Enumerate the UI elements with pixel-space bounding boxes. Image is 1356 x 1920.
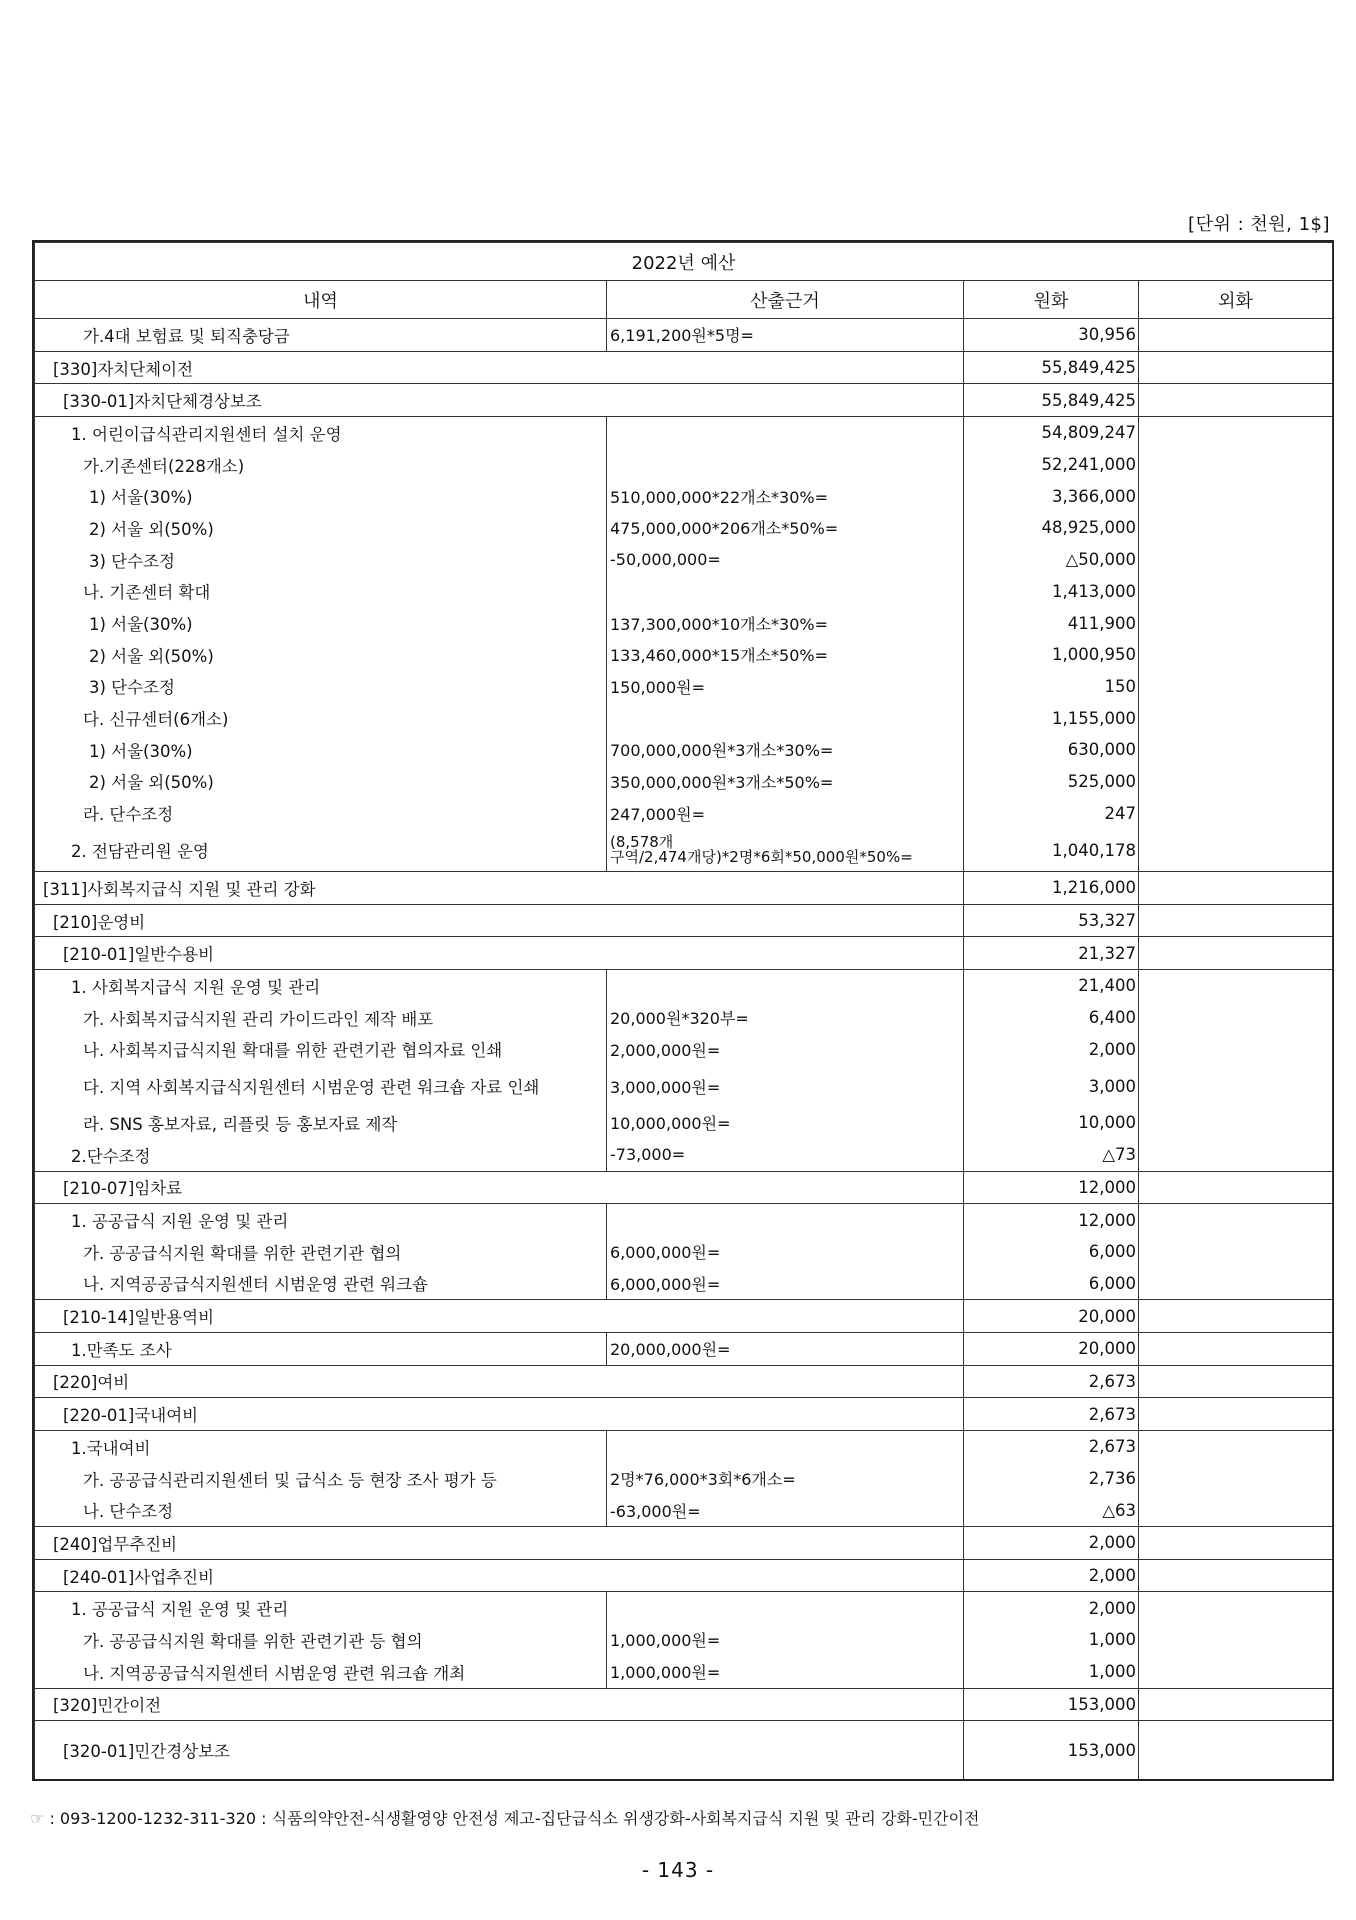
row-item: 1.국내여비 (35, 1431, 607, 1463)
table-row (35, 1559, 1333, 1592)
table-row (35, 1721, 1333, 1780)
row-fx (1139, 576, 1333, 608)
table-row (35, 1065, 1333, 1107)
row-item: 나. 사회복지급식지원 확대를 위한 관련기관 협의자료 인쇄 (35, 1033, 607, 1065)
row-basis-line1: (8,578개 (610, 833, 674, 851)
row-item: 2. 전담관리원 운영 (35, 829, 607, 872)
year-header: 2022년 예산 (35, 243, 1333, 281)
row-krw: 1,413,000 (964, 576, 1139, 608)
row-fx (1139, 1300, 1333, 1333)
row-fx (1139, 1332, 1333, 1365)
table-row (35, 480, 1333, 512)
row-basis (607, 1204, 964, 1236)
row-item: [330-01]자치단체경상보조 (35, 384, 964, 417)
row-krw: △63 (964, 1494, 1139, 1526)
row-fx (1139, 734, 1333, 766)
row-basis: 20,000,000원= (607, 1332, 964, 1365)
row-item: [220-01]국내여비 (35, 1398, 964, 1431)
table-row (35, 766, 1333, 798)
row-item: 나. 단수조정 (35, 1494, 607, 1526)
row-item: 1) 서울(30%) (35, 734, 607, 766)
table-row (35, 1398, 1333, 1431)
row-basis (607, 417, 964, 449)
row-item: 1. 어린이급식관리지원센터 설치 운영 (35, 417, 607, 449)
table-row (35, 702, 1333, 734)
row-krw: 20,000 (964, 1300, 1139, 1333)
row-item: [320]민간이전 (35, 1688, 964, 1721)
row-fx (1139, 384, 1333, 417)
row-krw: 6,400 (964, 1002, 1139, 1034)
row-fx (1139, 1527, 1333, 1560)
table-row (35, 1624, 1333, 1656)
table-row (35, 734, 1333, 766)
row-krw: 247 (964, 797, 1139, 829)
row-fx (1139, 671, 1333, 703)
row-krw: 1,000 (964, 1656, 1139, 1688)
row-item: 나. 지역공공급식지원센터 시범운영 관련 워크숍 개최 (35, 1656, 607, 1688)
row-krw: 3,000 (964, 1065, 1139, 1107)
row-item: [240]업무추진비 (35, 1527, 964, 1560)
table-row (35, 671, 1333, 703)
row-krw: 6,000 (964, 1268, 1139, 1300)
row-fx (1139, 1002, 1333, 1034)
row-fx (1139, 829, 1333, 872)
page-number: - 143 - (641, 1858, 715, 1882)
row-krw: 2,000 (964, 1033, 1139, 1065)
row-basis: 510,000,000*22개소*30%= (607, 480, 964, 512)
table-row (35, 384, 1333, 417)
row-fx (1139, 1431, 1333, 1463)
row-item: [210]운영비 (35, 904, 964, 937)
row-fx (1139, 1559, 1333, 1592)
table-row (35, 1033, 1333, 1065)
row-item: 2.단수조정 (35, 1139, 607, 1171)
row-krw: 2,673 (964, 1398, 1139, 1431)
row-fx (1139, 970, 1333, 1002)
row-fx (1139, 937, 1333, 970)
table-row (35, 1365, 1333, 1398)
table-row (35, 1332, 1333, 1365)
table-row (35, 1300, 1333, 1333)
row-krw: 2,673 (964, 1365, 1139, 1398)
row-fx (1139, 639, 1333, 671)
row-krw: 153,000 (964, 1721, 1139, 1780)
row-fx (1139, 449, 1333, 481)
row-fx (1139, 1688, 1333, 1721)
row-fx (1139, 1463, 1333, 1495)
row-krw: 411,900 (964, 607, 1139, 639)
header-basis: 산출근거 (607, 281, 964, 319)
row-item: 라. 단수조정 (35, 797, 607, 829)
row-fx (1139, 1236, 1333, 1268)
row-fx (1139, 1656, 1333, 1688)
row-krw: 1,216,000 (964, 872, 1139, 905)
table-row (35, 639, 1333, 671)
unit-label: [단위 : 천원, 1$] (1188, 214, 1330, 235)
row-fx (1139, 319, 1333, 352)
row-item: 나. 지역공공급식지원센터 시범운영 관련 워크숍 (35, 1268, 607, 1300)
row-item: 2) 서울 외(50%) (35, 639, 607, 671)
row-basis (607, 970, 964, 1002)
row-basis (607, 449, 964, 481)
row-krw: 2,736 (964, 1463, 1139, 1495)
row-fx (1139, 1592, 1333, 1624)
row-basis: 150,000원= (607, 671, 964, 703)
row-basis: -63,000원= (607, 1494, 964, 1526)
table-row (35, 1139, 1333, 1171)
row-basis: 350,000,000원*3개소*50%= (607, 766, 964, 798)
table-row (35, 1431, 1333, 1463)
row-krw: 20,000 (964, 1332, 1139, 1365)
row-krw: 21,400 (964, 970, 1139, 1002)
table-row (35, 607, 1333, 639)
row-krw: 55,849,425 (964, 351, 1139, 384)
row-krw: 54,809,247 (964, 417, 1139, 449)
table-row (35, 417, 1333, 449)
row-basis: 6,000,000원= (607, 1236, 964, 1268)
row-basis: 20,000원*320부= (607, 1002, 964, 1034)
row-basis: 6,191,200원*5명= (607, 319, 964, 352)
row-basis: 3,000,000원= (607, 1065, 964, 1107)
row-fx (1139, 1065, 1333, 1107)
table-body (35, 319, 1333, 1780)
row-fx (1139, 1139, 1333, 1171)
table-row (35, 1171, 1333, 1204)
row-fx (1139, 417, 1333, 449)
row-krw: 2,673 (964, 1431, 1139, 1463)
row-fx (1139, 1721, 1333, 1780)
row-item: 라. SNS 홍보자료, 리플릿 등 홍보자료 제작 (35, 1107, 607, 1139)
row-krw: 1,000 (964, 1624, 1139, 1656)
row-krw: 2,000 (964, 1527, 1139, 1560)
header-krw: 원화 (964, 281, 1139, 319)
table-row (35, 544, 1333, 576)
row-fx (1139, 1033, 1333, 1065)
row-fx (1139, 872, 1333, 905)
row-fx (1139, 1365, 1333, 1398)
table-row (35, 829, 1333, 872)
table-row (35, 1236, 1333, 1268)
row-fx (1139, 480, 1333, 512)
table-row (35, 797, 1333, 829)
table-row (35, 512, 1333, 544)
row-fx (1139, 607, 1333, 639)
row-basis (607, 1431, 964, 1463)
row-krw: 630,000 (964, 734, 1139, 766)
row-krw: 10,000 (964, 1107, 1139, 1139)
row-item: 다. 지역 사회복지급식지원센터 시범운영 관련 워크숍 자료 인쇄 (35, 1065, 607, 1107)
row-basis: 2명*76,000*3회*6개소= (607, 1463, 964, 1495)
row-fx (1139, 1624, 1333, 1656)
row-krw: 150 (964, 671, 1139, 703)
row-krw: 12,000 (964, 1204, 1139, 1236)
row-basis: 700,000,000원*3개소*30%= (607, 734, 964, 766)
row-item: [240-01]사업추진비 (35, 1559, 964, 1592)
row-item: 가.4대 보험료 및 퇴직충당금 (35, 319, 607, 352)
row-item: 나. 기존센터 확대 (35, 576, 607, 608)
row-item: 다. 신규센터(6개소) (35, 702, 607, 734)
row-item: 1. 공공급식 지원 운영 및 관리 (35, 1592, 607, 1624)
row-krw: 21,327 (964, 937, 1139, 970)
row-item: 3) 단수조정 (35, 544, 607, 576)
table-row (35, 937, 1333, 970)
row-item: [330]자치단체이전 (35, 351, 964, 384)
row-item: 가.기존센터(228개소) (35, 449, 607, 481)
row-basis: 10,000,000원= (607, 1107, 964, 1139)
row-krw: 30,956 (964, 319, 1139, 352)
table-row (35, 1494, 1333, 1526)
row-basis: -50,000,000= (607, 544, 964, 576)
table-row (35, 1204, 1333, 1236)
table-row (35, 1268, 1333, 1300)
row-basis: 1,000,000원= (607, 1656, 964, 1688)
footnote-text: : 093-1200-1232-311-320 : 식품의약안전-식생활영양 안전성 제고-집단급식소 위생강화-사회복지급식 지원 및 관리 강화-민간이전 (49, 1809, 980, 1828)
row-basis: 247,000원= (607, 797, 964, 829)
table-row (35, 1656, 1333, 1688)
row-krw: 52,241,000 (964, 449, 1139, 481)
row-krw: 3,366,000 (964, 480, 1139, 512)
row-krw: 1,040,178 (964, 829, 1139, 872)
table-row (35, 1463, 1333, 1495)
table-row (35, 1002, 1333, 1034)
row-krw: 153,000 (964, 1688, 1139, 1721)
row-basis: 137,300,000*10개소*30%= (607, 607, 964, 639)
row-basis (607, 702, 964, 734)
row-basis: -73,000= (607, 1139, 964, 1171)
row-basis: 6,000,000원= (607, 1268, 964, 1300)
row-krw: 1,155,000 (964, 702, 1139, 734)
table-row (35, 351, 1333, 384)
row-item: 1) 서울(30%) (35, 607, 607, 639)
table-row (35, 576, 1333, 608)
table-row (35, 970, 1333, 1002)
row-item: 2) 서울 외(50%) (35, 766, 607, 798)
row-item: 가. 공공급식지원 확대를 위한 관련기관 등 협의 (35, 1624, 607, 1656)
row-item: 3) 단수조정 (35, 671, 607, 703)
row-fx (1139, 512, 1333, 544)
row-item: 1.만족도 조사 (35, 1332, 607, 1365)
budget-table (32, 240, 1334, 1781)
row-item: [210-07]임차료 (35, 1171, 964, 1204)
row-item: [311]사회복지급식 지원 및 관리 강화 (35, 872, 964, 905)
row-item: 가. 공공급식지원 확대를 위한 관련기관 협의 (35, 1236, 607, 1268)
row-fx (1139, 1171, 1333, 1204)
row-item: [320-01]민간경상보조 (35, 1721, 964, 1780)
row-item: 1. 사회복지급식 지원 운영 및 관리 (35, 970, 607, 1002)
header-item: 내역 (35, 281, 607, 319)
row-item: [210-14]일반용역비 (35, 1300, 964, 1333)
row-fx (1139, 1398, 1333, 1431)
table-row (35, 319, 1333, 352)
footnote (30, 1806, 979, 1829)
row-krw: 1,000,950 (964, 639, 1139, 671)
row-fx (1139, 1107, 1333, 1139)
row-item: 1. 공공급식 지원 운영 및 관리 (35, 1204, 607, 1236)
row-krw: 6,000 (964, 1236, 1139, 1268)
row-basis (607, 576, 964, 608)
row-item: 가. 사회복지급식지원 관리 가이드라인 제작 배포 (35, 1002, 607, 1034)
row-item: [210-01]일반수용비 (35, 937, 964, 970)
row-fx (1139, 702, 1333, 734)
row-basis: 475,000,000*206개소*50%= (607, 512, 964, 544)
row-item: 가. 공공급식관리지원센터 및 급식소 등 현장 조사 평가 등 (35, 1463, 607, 1495)
header-fx: 외화 (1139, 281, 1333, 319)
row-krw: △73 (964, 1139, 1139, 1171)
row-basis-line2: 구역/2,474개당)*2명*6회*50,000원*50%= (610, 848, 913, 866)
row-krw: 48,925,000 (964, 512, 1139, 544)
table-row (35, 449, 1333, 481)
table-row (35, 1107, 1333, 1139)
table-row (35, 872, 1333, 905)
row-fx (1139, 1204, 1333, 1236)
row-fx (1139, 904, 1333, 937)
row-krw: △50,000 (964, 544, 1139, 576)
row-item: [220]여비 (35, 1365, 964, 1398)
row-fx (1139, 797, 1333, 829)
row-basis (607, 1592, 964, 1624)
row-item: 1) 서울(30%) (35, 480, 607, 512)
table-row (35, 904, 1333, 937)
row-krw: 2,000 (964, 1592, 1139, 1624)
row-krw: 525,000 (964, 766, 1139, 798)
table-row (35, 1592, 1333, 1624)
row-basis (607, 829, 964, 872)
row-krw: 12,000 (964, 1171, 1139, 1204)
table-row (35, 1527, 1333, 1560)
row-basis: 2,000,000원= (607, 1033, 964, 1065)
row-fx (1139, 1494, 1333, 1526)
row-fx (1139, 544, 1333, 576)
row-krw: 55,849,425 (964, 384, 1139, 417)
row-basis: 1,000,000원= (607, 1624, 964, 1656)
row-krw: 2,000 (964, 1559, 1139, 1592)
row-krw: 53,327 (964, 904, 1139, 937)
row-fx (1139, 351, 1333, 384)
row-basis: 133,460,000*15개소*50%= (607, 639, 964, 671)
row-item: 2) 서울 외(50%) (35, 512, 607, 544)
row-fx (1139, 1268, 1333, 1300)
pointing-hand-icon: ☞ (30, 1809, 45, 1828)
table-row (35, 1688, 1333, 1721)
row-fx (1139, 766, 1333, 798)
